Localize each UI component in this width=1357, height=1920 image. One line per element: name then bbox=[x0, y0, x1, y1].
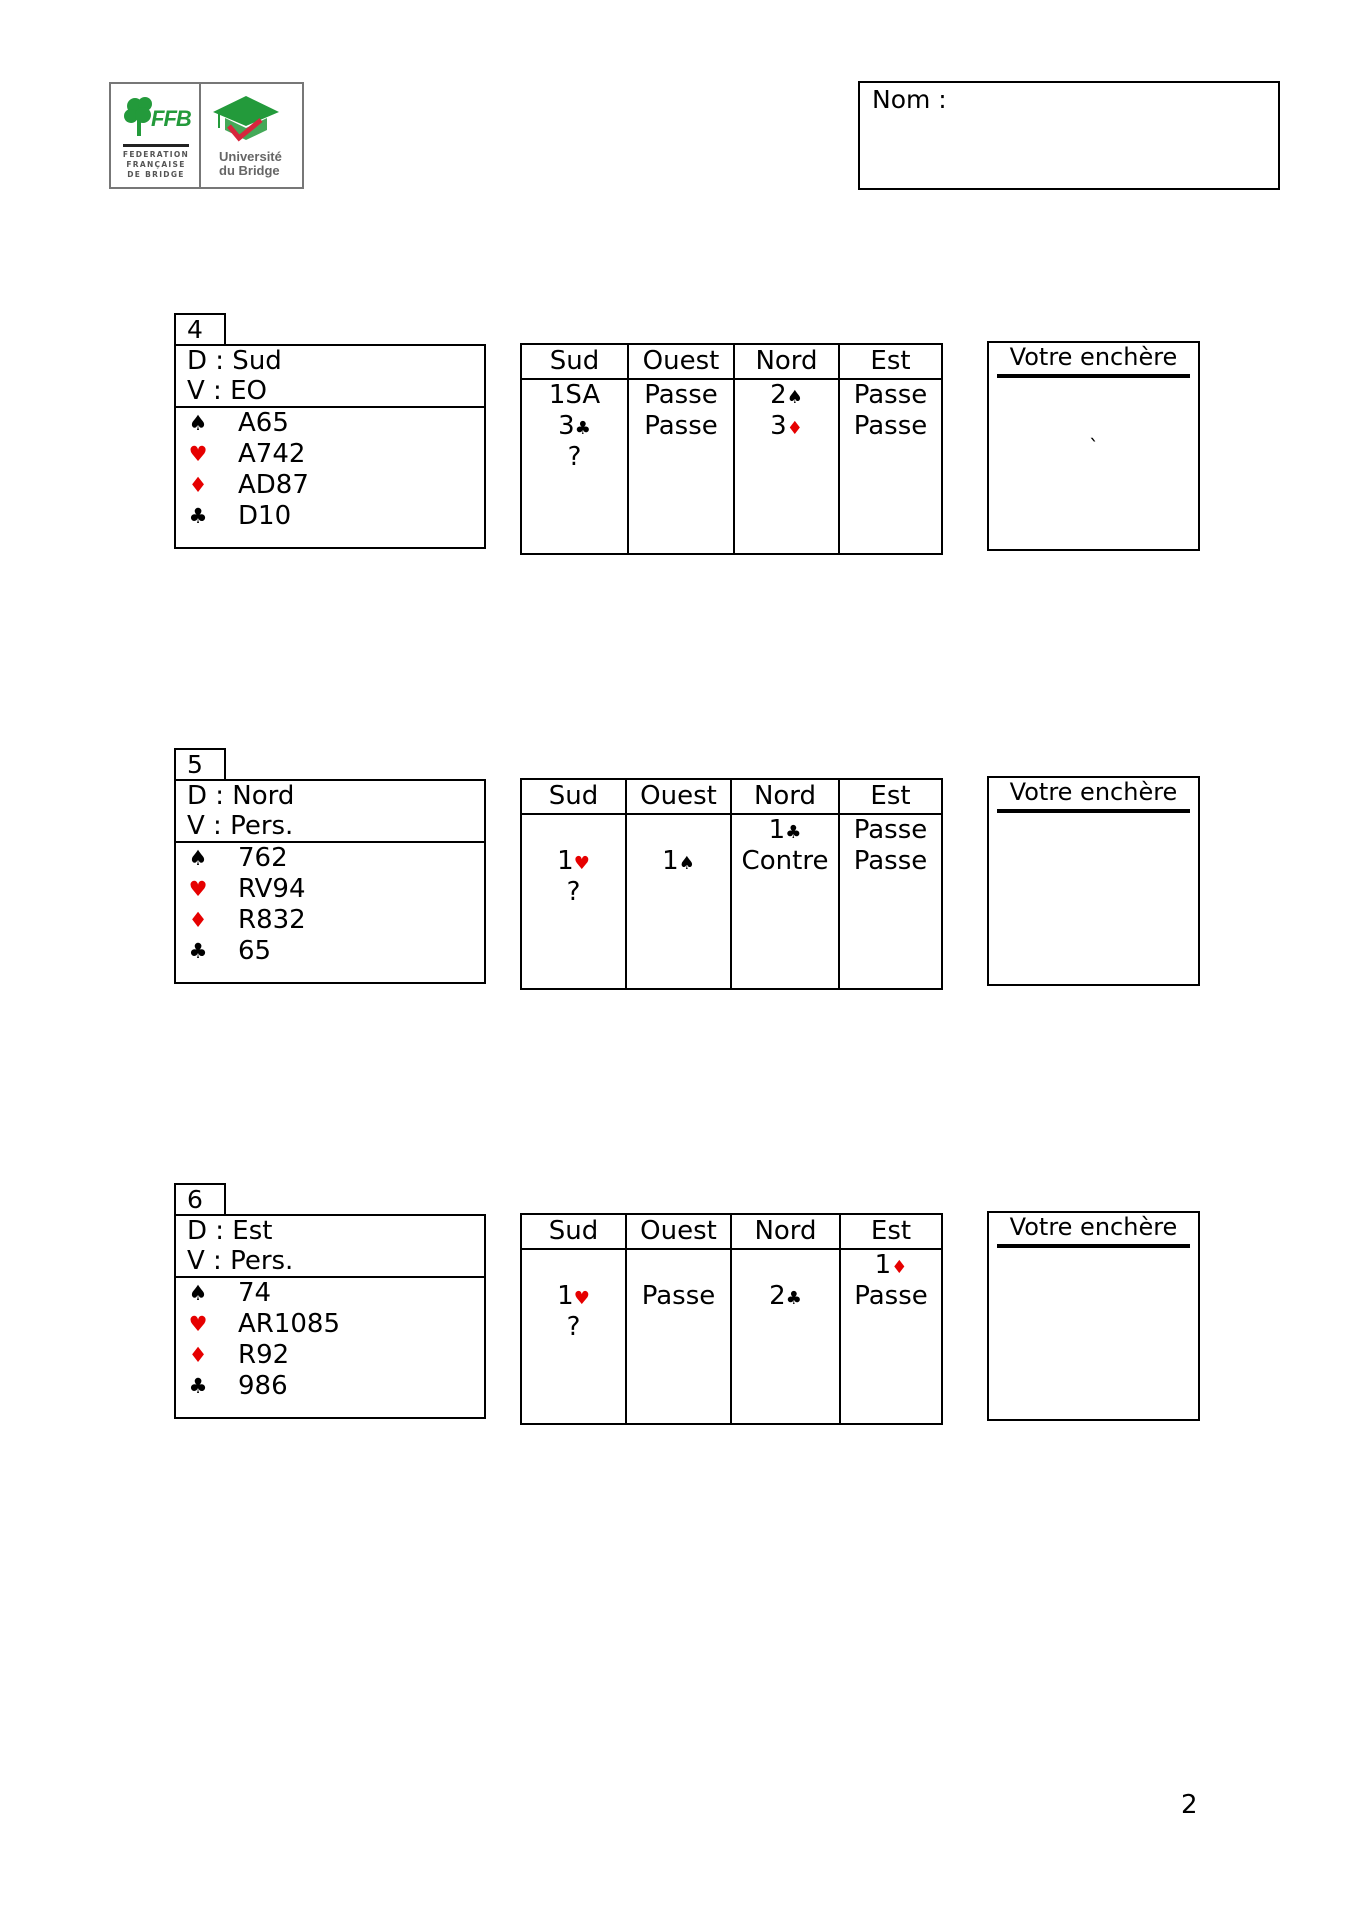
bid: 3♦ bbox=[770, 411, 803, 441]
spade-icon: ♠ bbox=[188, 1281, 208, 1305]
bid-suit-icon: ♣ bbox=[785, 1288, 802, 1309]
bid-suit-icon: ♣ bbox=[574, 418, 591, 439]
bid bbox=[732, 1250, 839, 1281]
bid: ? bbox=[566, 1312, 581, 1342]
diamond-icon: ♦ bbox=[188, 1343, 208, 1367]
bid: Passe bbox=[853, 411, 928, 441]
bid-suit-icon: ♠ bbox=[678, 853, 695, 874]
diamonds-holding: AD87 bbox=[238, 470, 309, 500]
vulnerabilite: V : EO bbox=[187, 376, 267, 406]
auction-col-est bbox=[840, 345, 941, 553]
spade-icon: ♠ bbox=[188, 411, 208, 435]
logo-rule bbox=[123, 144, 189, 147]
auction-col-ouest bbox=[627, 780, 732, 988]
bid: 2♣ bbox=[769, 1281, 802, 1311]
logo-divider bbox=[199, 84, 201, 187]
bid-suit-icon: ♣ bbox=[785, 822, 802, 843]
bid-suit-icon: ♥ bbox=[573, 1288, 590, 1309]
bid: Passe bbox=[853, 846, 928, 876]
vulnerabilite: V : Pers. bbox=[187, 811, 294, 841]
club-icon: ♣ bbox=[188, 939, 208, 963]
diamonds-holding: R92 bbox=[238, 1340, 290, 1370]
bid bbox=[627, 1250, 730, 1281]
universite-text: Université du Bridge bbox=[219, 149, 282, 178]
heart-icon: ♥ bbox=[188, 1312, 208, 1336]
auction-header: Nord bbox=[732, 780, 838, 815]
spades-holding: 74 bbox=[238, 1278, 272, 1308]
auction-col-est bbox=[840, 780, 941, 988]
clubs-holding: D10 bbox=[238, 501, 292, 531]
donneur: D : Sud bbox=[187, 346, 282, 376]
bid: Contre bbox=[741, 846, 829, 876]
auction-header: Ouest bbox=[627, 780, 730, 815]
bid: Passe bbox=[644, 380, 718, 410]
bid: 1♠ bbox=[662, 846, 695, 876]
deal-number: 4 bbox=[174, 313, 226, 346]
auction-col-sud bbox=[522, 780, 627, 988]
diamonds-holding: R832 bbox=[238, 905, 306, 935]
bid: 3♣ bbox=[558, 411, 591, 441]
hearts-holding: AR1085 bbox=[238, 1309, 341, 1339]
diamond-icon: ♦ bbox=[188, 908, 208, 932]
votre-enchere-title: Votre enchère bbox=[1009, 1213, 1178, 1241]
hand-block bbox=[174, 1214, 486, 1419]
auction-col-sud bbox=[522, 345, 629, 553]
clubs-holding: 986 bbox=[238, 1371, 288, 1401]
auction-col-ouest bbox=[629, 345, 735, 553]
stray-mark: ` bbox=[1089, 435, 1099, 459]
ffb-logo bbox=[109, 82, 304, 189]
federation-text: FEDERATION FRANÇAISE DE BRIDGE bbox=[122, 150, 190, 179]
bid: Passe bbox=[641, 1281, 716, 1311]
nom-label: Nom : bbox=[872, 85, 947, 114]
auction-header: Ouest bbox=[627, 1215, 730, 1250]
bid-suit-icon: ♦ bbox=[786, 418, 803, 439]
bid: 1♦ bbox=[874, 1250, 908, 1280]
nom-field[interactable] bbox=[858, 81, 1280, 190]
hand-block bbox=[174, 779, 486, 984]
votre-enchere-title: Votre enchère bbox=[1009, 778, 1178, 806]
bid: ? bbox=[566, 877, 581, 907]
bid: Passe bbox=[644, 411, 718, 441]
votre-enchere-box[interactable] bbox=[987, 776, 1200, 986]
auction-col-nord bbox=[735, 345, 840, 553]
bid: ? bbox=[567, 442, 582, 472]
donneur: D : Est bbox=[187, 1216, 273, 1246]
auction-table bbox=[520, 778, 943, 990]
spades-holding: A65 bbox=[238, 408, 289, 438]
donneur: D : Nord bbox=[187, 781, 295, 811]
hearts-holding: A742 bbox=[238, 439, 306, 469]
votre-enchere-box[interactable] bbox=[987, 1211, 1200, 1421]
ffb-wordmark: FFB bbox=[151, 106, 191, 131]
auction-table bbox=[520, 1213, 943, 1425]
bid: 1♥ bbox=[557, 846, 590, 876]
auction-header: Est bbox=[841, 1215, 941, 1250]
auction-header: Nord bbox=[735, 345, 838, 380]
bid: 1♥ bbox=[557, 1281, 590, 1311]
deal-number: 6 bbox=[174, 1183, 226, 1216]
bid bbox=[522, 1250, 625, 1281]
auction-header: Sud bbox=[522, 780, 625, 815]
vulnerabilite: V : Pers. bbox=[187, 1246, 294, 1276]
auction-header: Est bbox=[840, 780, 941, 815]
auction-col-est bbox=[841, 1215, 941, 1423]
auction-header: Nord bbox=[732, 1215, 839, 1250]
auction-col-sud bbox=[522, 1215, 627, 1423]
clubs-holding: 65 bbox=[238, 936, 272, 966]
spade-icon: ♠ bbox=[188, 846, 208, 870]
auction-table bbox=[520, 343, 943, 555]
bid: 1♣ bbox=[768, 815, 802, 845]
heart-icon: ♥ bbox=[188, 442, 208, 466]
bid-suit-icon: ♦ bbox=[891, 1257, 908, 1278]
auction-header: Est bbox=[840, 345, 941, 380]
title-underline bbox=[997, 374, 1190, 378]
bid bbox=[522, 815, 625, 846]
bid: Passe bbox=[853, 815, 928, 845]
deal-number: 5 bbox=[174, 748, 226, 781]
auction-header: Sud bbox=[522, 345, 627, 380]
bid: Passe bbox=[853, 380, 928, 410]
club-icon: ♣ bbox=[188, 504, 208, 528]
spades-holding: 762 bbox=[238, 843, 288, 873]
auction-col-ouest bbox=[627, 1215, 732, 1423]
bid-suit-icon: ♥ bbox=[573, 853, 590, 874]
bid bbox=[627, 815, 730, 846]
hand-block bbox=[174, 344, 486, 549]
auction-col-nord bbox=[732, 1215, 841, 1423]
bid: Passe bbox=[854, 1281, 928, 1311]
auction-col-nord bbox=[732, 780, 840, 988]
auction-header: Ouest bbox=[629, 345, 733, 380]
bid: 2♠ bbox=[770, 380, 803, 410]
bid: 1SA bbox=[548, 380, 601, 410]
diamond-icon: ♦ bbox=[188, 473, 208, 497]
votre-enchere-title: Votre enchère bbox=[1009, 343, 1178, 371]
votre-enchere-box[interactable] bbox=[987, 341, 1200, 551]
title-underline bbox=[997, 809, 1190, 813]
club-icon: ♣ bbox=[188, 1374, 208, 1398]
page-number: 2 bbox=[1181, 1790, 1198, 1820]
mortarboard-icon bbox=[211, 94, 281, 144]
title-underline bbox=[997, 1244, 1190, 1248]
auction-header: Sud bbox=[522, 1215, 625, 1250]
hearts-holding: RV94 bbox=[238, 874, 306, 904]
heart-icon: ♥ bbox=[188, 877, 208, 901]
bid-suit-icon: ♠ bbox=[786, 387, 803, 408]
